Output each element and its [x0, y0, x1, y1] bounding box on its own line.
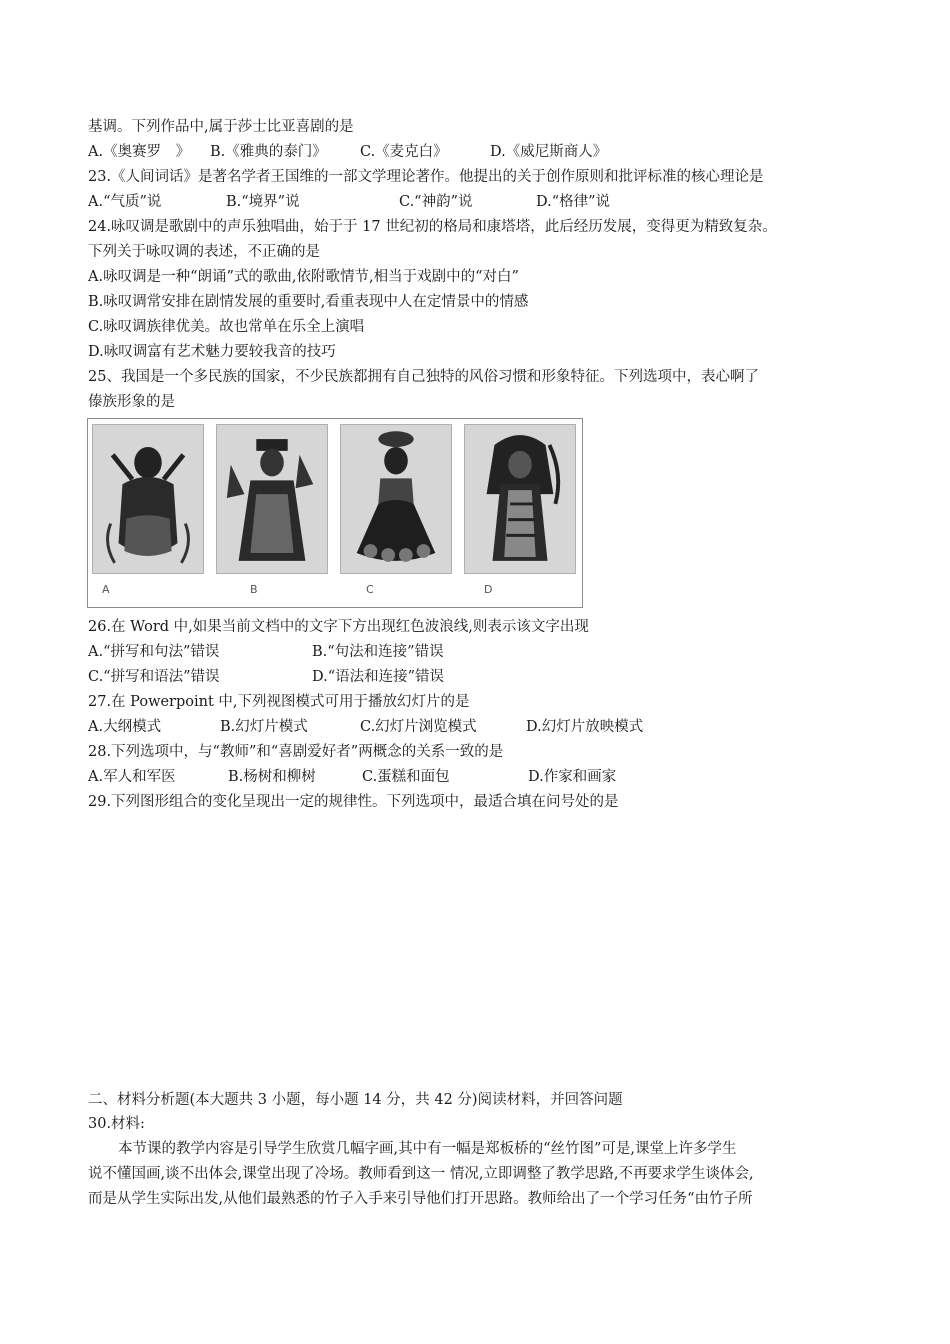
q26-option-b: B.“句法和连接”错误: [312, 644, 444, 660]
q27-option-c: C.幻灯片浏览模式: [360, 719, 477, 735]
q28-option-d: D.作家和画家: [528, 769, 617, 785]
q26-option-c: C.“拼写和语法”错误: [88, 669, 220, 685]
line-q29-stem: 29.下列图形组合的变化呈现出一定的规律性。下列选项中，最适合填在问号处的是: [88, 794, 619, 810]
line-q25-stem-1: 25、我国是一个多民族的国家，不少民族都拥有自己独特的风俗习惯和形象特征。下列选项中，表心啊了: [88, 369, 759, 385]
q23-option-a: A.“气质”说: [88, 194, 162, 210]
section-two-heading: 二、材料分析题(本大题共 3 小题，每小题 14 分，共 42 分)阅读材料，并回答问题: [88, 1092, 623, 1108]
q26-options-row1: [88, 642, 444, 662]
line-q26-stem: 26.在 Word 中,如果当前文档中的文字下方出现红色波浪线,则表示该文字出现: [88, 619, 589, 635]
papercut-image-d: [464, 424, 576, 574]
papercut-image-a: [92, 424, 204, 574]
line-q28-stem: 28.下列选项中，与“教师”和“喜剧爱好者”两概念的关系一致的是: [88, 744, 504, 760]
q30-material-line-2: 说不懂国画,谈不出体会,课堂出现了冷场。教师看到这一 情况,立即调整了教学思路,不再要求学生谈体会,: [88, 1166, 754, 1182]
q23-option-c: C.“神韵”说: [399, 194, 473, 210]
q30-label: 30.材料:: [88, 1116, 145, 1132]
line-q22-stem: 基调。下列作品中,属于莎士比亚喜剧的是: [88, 119, 354, 135]
line-q24-stem-2: 下列关于咏叹调的表述，不正确的是: [88, 244, 320, 260]
q30-material-line-3: 而是从学生实际出发,从他们最熟悉的竹子入手来引导他们打开思路。教师给出了一个学习任务“由竹子所: [88, 1191, 753, 1207]
figure-label-b: B: [250, 583, 258, 596]
q27-option-d: D.幻灯片放映模式: [526, 719, 644, 735]
q22-options: [88, 142, 607, 162]
q24-option-d: D.咏叹调富有艺术魅力要较我音的技巧: [88, 344, 336, 360]
q28-option-a: A.军人和军医: [88, 769, 176, 785]
q22-option-c: C.《麦克白》: [360, 144, 448, 160]
line-q23-stem: 23.《人间词话》是著名学者王国维的一部文学理论著作。他提出的关于创作原则和批评标准的核心理论是: [88, 169, 764, 185]
q23-option-d: D.“格律”说: [536, 194, 611, 210]
q28-options: [88, 767, 616, 787]
q28-option-c: C.蛋糕和面包: [362, 769, 450, 785]
papercut-image-b: [216, 424, 328, 574]
q26-options-row2: [88, 667, 444, 687]
q24-option-c: C.咏叹调族律优美。故也常单在乐全上演唱: [88, 319, 365, 335]
q22-option-b: B.《雅典的泰门》: [210, 144, 327, 160]
line-q27-stem: 27.在 Powerpoint 中,下列视图模式可用于播放幻灯片的是: [88, 694, 470, 710]
q26-option-d: D.“语法和连接”错误: [312, 669, 445, 685]
q22-option-d: D.《威尼斯商人》: [490, 144, 608, 160]
papercut-image-c: [340, 424, 452, 574]
q23-options: [88, 192, 610, 212]
ethnic-papercut-figure: [87, 418, 583, 608]
q28-option-b: B.杨树和柳树: [228, 769, 316, 785]
line-q24-stem-1: 24.咏叹调是歌剧中的声乐独唱曲，始于于 17 世纪初的格局和康塔塔，此后经历发展，变得更为精致复杂。: [88, 219, 777, 235]
line-q25-stem-2: 傣族形象的是: [88, 394, 175, 410]
q24-option-b: B.咏叹调常安排在剧情发展的重要时,看重表现中人在定情景中的情感: [88, 294, 529, 310]
figure-label-d: D: [484, 583, 493, 596]
q26-option-a: A.“拼写和句法”错误: [88, 644, 220, 660]
figure-label-c: C: [366, 583, 374, 596]
figure-label-a: A: [102, 583, 110, 596]
q27-option-b: B.幻灯片模式: [220, 719, 308, 735]
q27-option-a: A.大纲模式: [88, 719, 162, 735]
q23-option-b: B.“境界”说: [226, 194, 300, 210]
q24-option-a: A.咏叹调是一种“朗诵”式的歌曲,依附歌情节,相当于戏剧中的“对白”: [88, 269, 519, 285]
q27-options: [88, 717, 643, 737]
q22-option-a: A.《奥赛罗 》: [88, 144, 191, 160]
q30-material-line-1: 本节课的教学内容是引导学生欣赏几幅字画,其中有一幅是郑板桥的“丝竹图”可是,课堂上许多学生: [118, 1141, 737, 1157]
